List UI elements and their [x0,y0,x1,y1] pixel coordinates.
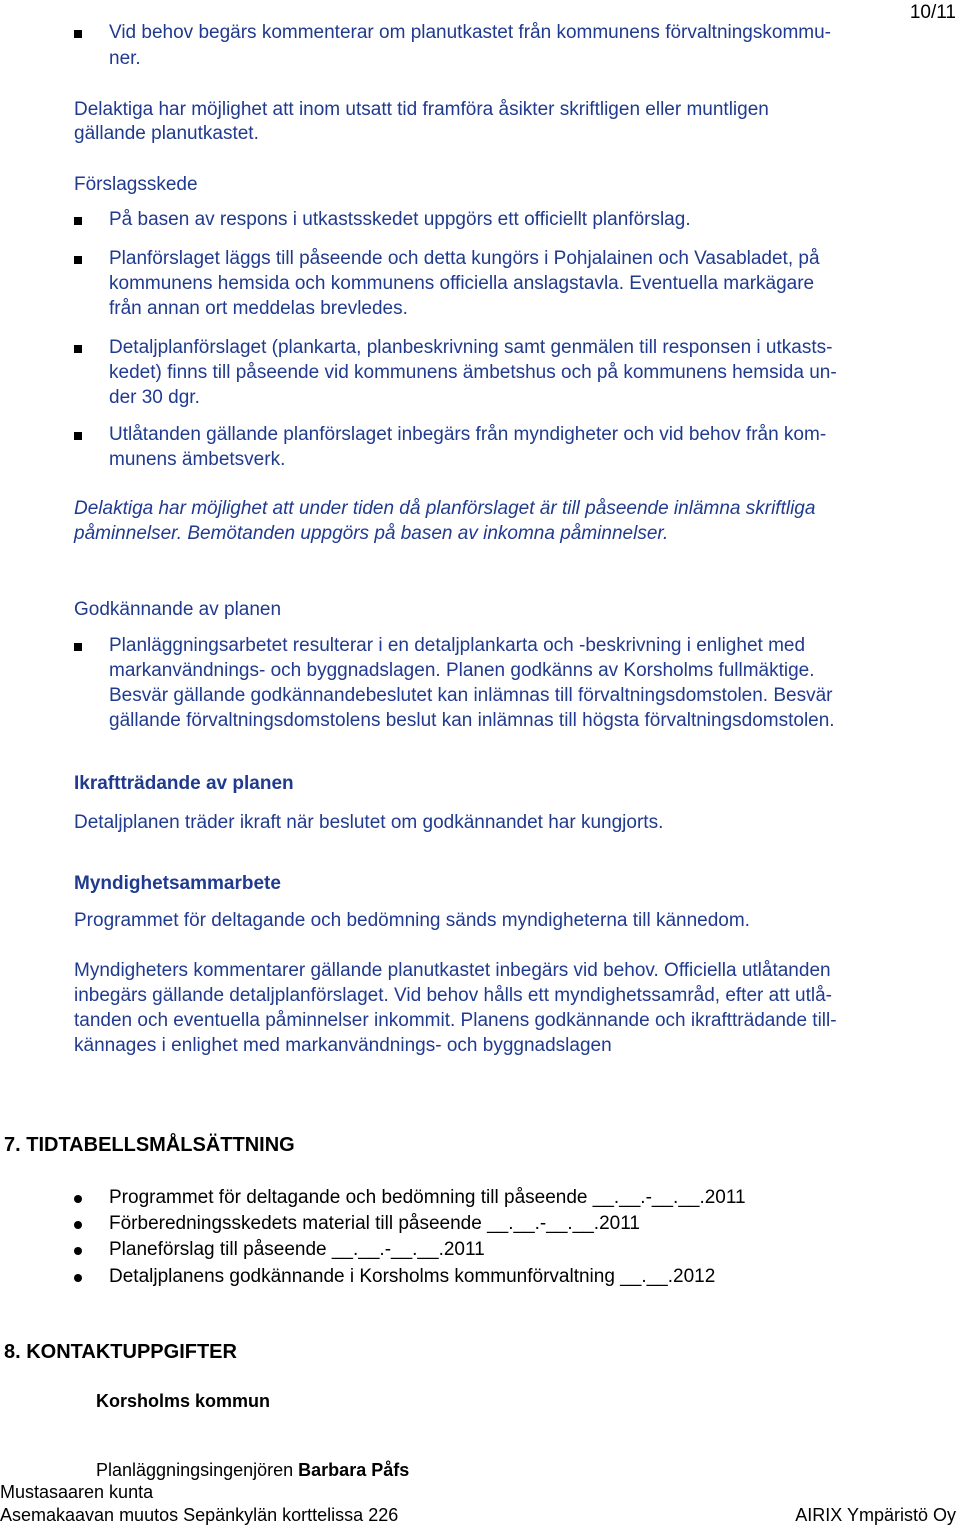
bullet-text: Vid behov begärs kommenterar om planutkastet från kommunens förvaltningskommu- [109,22,831,43]
paragraph-text: Myndigheters kommentarer gällande planutkastet inbegärs vid behov. Officiella utlåtanden [74,960,831,981]
section-7-heading: 7. TIDTABELLSMÅLSÄTTNING [4,1134,295,1156]
footer-left-line2: Asemakaavan muutos Sepänkylän korttelissa 226 [0,1505,399,1525]
schedule-item: Förberedningsskedets material till påseende __.__.-__.__.2011 [109,1213,640,1234]
paragraph-text: Delaktiga har möjlighet att inom utsatt tid framföra åsikter skriftligen eller muntligen [74,99,769,120]
bullet-text: ner. [109,48,141,69]
contact-org: Korsholms kommun [96,1391,271,1411]
italic-paragraph: påminnelser. Bemötanden uppgörs på basen av inkomna påminnelser. [74,523,669,544]
schedule-item: Planeförslag till påseende __.__.-__.__.2011 [109,1239,485,1260]
footer-left-line1: Mustasaaren kunta [0,1482,154,1502]
bullet-square-icon [74,217,82,225]
section-8-heading: 8. KONTAKTUPPGIFTER [4,1341,237,1363]
paragraph-text: tanden och eventuella påminnelser inkommit. Planens godkännande och ikraftträdande till- [74,1010,837,1031]
bullet-dot-icon [74,1195,82,1203]
paragraph-text: inbegärs gällande detaljplanförslaget. Vid behov hålls ett myndighetssamråd, efter att utlå- [74,985,832,1006]
bullet-square-icon [74,345,82,353]
section-heading: Godkännande av planen [74,599,282,620]
contact-name: Barbara Påfs [298,1460,410,1480]
bullet-text: På basen av respons i utkastsskedet uppgörs ett officiellt planförslag. [109,209,691,230]
contact-role: Planläggningsingenjören [96,1460,294,1480]
bullet-text: Utlåtanden gällande planförslaget inbegärs från myndigheter och vid behov från kom- [109,424,827,445]
bullet-text: Besvär gällande godkännandebeslutet kan inlämnas till förvaltningsdomstolen. Besvär [109,685,833,706]
bullet-text: der 30 dgr. [109,387,200,408]
bullet-square-icon [74,643,82,651]
bullet-text: Planläggningsarbetet resulterar i en detaljplankarta och -beskrivning i enlighet med [109,635,806,656]
paragraph-text: gällande planutkastet. [74,123,259,144]
bullet-dot-icon [74,1247,82,1255]
bullet-dot-icon [74,1221,82,1229]
schedule-item: Detaljplanens godkännande i Korsholms kommunförvaltning __.__.2012 [109,1266,716,1287]
page-number: 10/11 [909,2,956,23]
bullet-text: markanvändnings- och byggnadslagen. Planen godkänns av Korsholms fullmäktige. [109,660,815,681]
paragraph-text: Programmet för deltagande och bedömning sänds myndigheterna till kännedom. [74,910,750,931]
italic-paragraph: Delaktiga har möjlighet att under tiden då planförslaget är till påseende inlämna skriftliga [74,498,816,519]
bullet-text: munens ämbetsverk. [109,449,286,470]
bullet-text: från annan ort meddelas brevledes. [109,298,408,319]
footer-right: AIRIX Ympäristö Oy [795,1505,956,1525]
section-heading: Myndighetsammarbete [74,873,281,894]
bullet-text: Detaljplanförslaget (plankarta, planbeskrivning samt genmälen till responsen i utkasts- [109,337,833,358]
paragraph-text: Detaljplanen träder ikraft när beslutet om godkännandet har kungjorts. [74,812,664,833]
bullet-text: kedet) finns till påseende vid kommunens ämbetshus och på kommunens hemsida un- [109,362,837,383]
paragraph-text: kännages i enlighet med markanvändnings- och byggnadslagen [74,1035,612,1056]
contact-line [96,1460,409,1481]
bullet-text: gällande förvaltningsdomstolens beslut kan inlämnas till högsta förvaltningsdomstolen. [109,710,835,731]
section-heading: Förslagsskede [74,174,198,195]
bullet-dot-icon [74,1274,82,1282]
section-heading: Ikraftträdande av planen [74,773,294,794]
bullet-text: Planförslaget läggs till påseende och detta kungörs i Pohjalainen och Vasabladet, på [109,248,820,269]
bullet-square-icon [74,256,82,264]
schedule-item: Programmet för deltagande och bedömning till påseende __.__.-__.__.2011 [109,1187,746,1208]
bullet-square-icon [74,432,82,440]
bullet-square-icon [74,30,82,38]
bullet-text: kommunens hemsida och kommunens officiella anslagstavla. Eventuella markägare [109,273,815,294]
